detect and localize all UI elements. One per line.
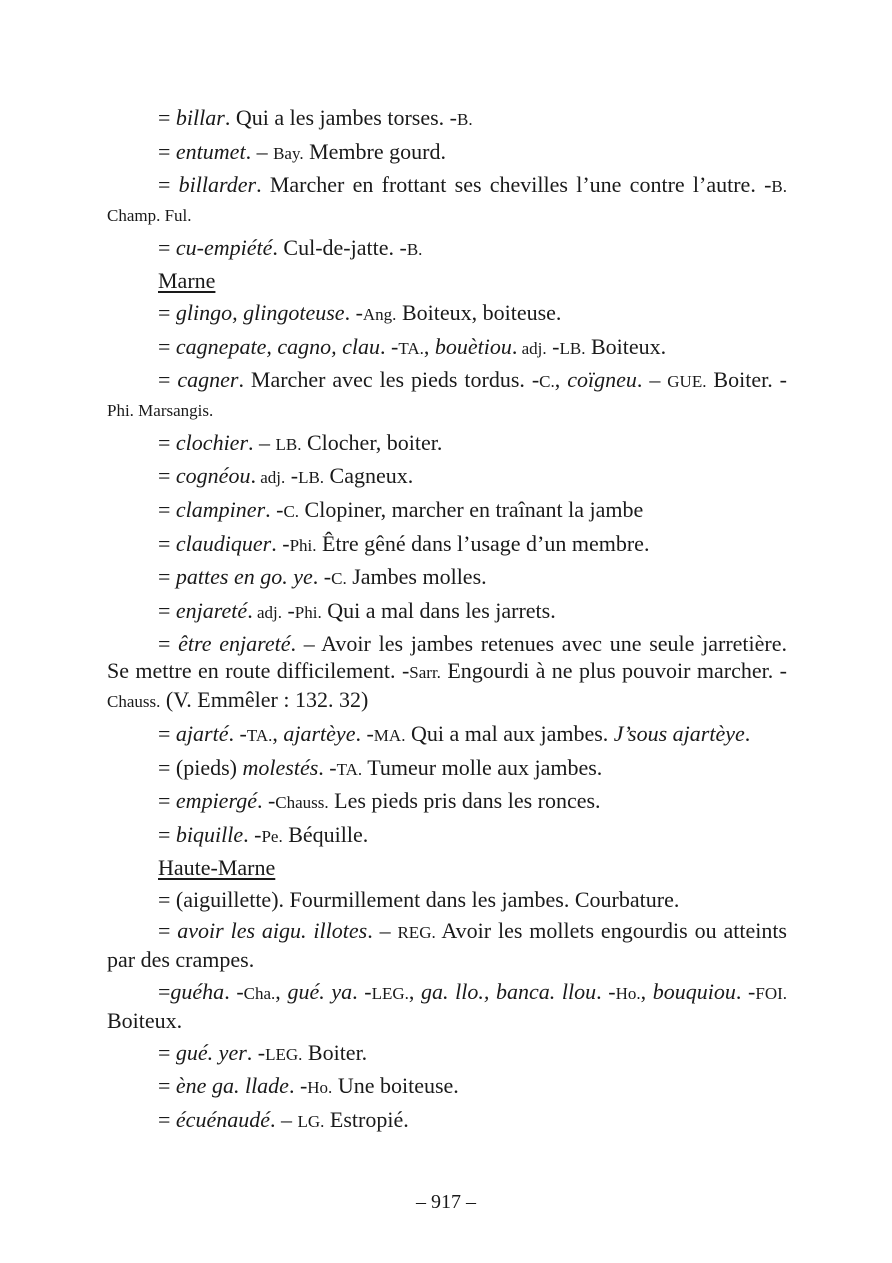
entry-text: ,: [423, 333, 435, 359]
entry-text: Boiteux.: [585, 333, 667, 359]
entry-text: Estropié.: [324, 1106, 409, 1132]
entry-text: = (pieds): [158, 754, 243, 780]
entry-text: Cagneux.: [324, 463, 414, 489]
entry-text: =: [158, 367, 178, 393]
entry-text: Qui a mal aux jambes.: [405, 720, 614, 746]
headword: clochier: [175, 429, 249, 455]
source-abbrev: Ho.: [615, 984, 641, 1004]
entry-text: . -: [265, 496, 284, 522]
dictionary-entry: [107, 978, 787, 1034]
entry-text: =: [158, 821, 176, 847]
source-abbrev: Phi. Marsangis.: [107, 401, 214, 421]
entry-text: =: [158, 463, 176, 489]
source-abbrev: adj.: [252, 602, 282, 622]
entry-text: =: [158, 1073, 176, 1099]
dictionary-entry: [107, 754, 787, 783]
dictionary-entry: [107, 530, 787, 559]
source-abbrev: REG.: [397, 923, 436, 943]
entry-text: ,: [272, 720, 284, 746]
entry-text: .: [511, 333, 518, 359]
entry-text: =: [158, 234, 176, 260]
entry-text: . -: [344, 299, 363, 325]
dictionary-entry: [107, 429, 787, 458]
entry-text: =: [158, 172, 179, 198]
source-abbrev: Chauss.: [107, 692, 161, 712]
entry-text: . -: [352, 979, 372, 1005]
entry-text: Haute-Marne: [158, 855, 276, 881]
entry-text: =: [158, 918, 178, 944]
source-abbrev: Phi.: [289, 535, 317, 555]
entry-text: =: [158, 1039, 176, 1065]
entry-text: Boiter.: [302, 1039, 368, 1065]
entry-text: =: [158, 105, 176, 130]
headword: molestés: [242, 754, 319, 780]
entry-text: =: [158, 429, 176, 455]
entry-text: Boiter. -: [706, 367, 787, 393]
entry-text: Clopiner, marcher en traînant la jambe: [299, 496, 644, 522]
entry-text: =: [158, 530, 176, 556]
dictionary-entry: [107, 1106, 787, 1135]
entry-text: . -: [596, 979, 616, 1005]
entry-text: -: [546, 333, 560, 359]
source-abbrev: LB.: [275, 434, 302, 454]
page-number: – 917 –: [416, 1191, 476, 1213]
entry-text: ,: [554, 367, 568, 393]
source-abbrev: TA.: [398, 338, 424, 358]
entry-text: . -: [735, 979, 756, 1005]
entry-text: Les pieds pris dans les ronces.: [328, 788, 601, 814]
entry-text: =: [158, 138, 176, 164]
dictionary-entry: [107, 597, 787, 626]
entry-text: Boiteux, boiteuse.: [396, 299, 562, 325]
source-abbrev: B.: [406, 239, 423, 259]
source-abbrev: LEG.: [265, 1044, 303, 1064]
entry-text: . -: [312, 564, 332, 590]
entry-text: -: [281, 597, 295, 623]
headword: avoir les aigu. illotes: [177, 918, 368, 944]
source-abbrev: Bay.: [273, 143, 304, 163]
source-abbrev: C.: [331, 569, 347, 589]
source-abbrev: FOI.: [755, 984, 788, 1004]
source-abbrev: Pe.: [261, 826, 283, 846]
source-abbrev: GUE.: [667, 372, 707, 392]
entry-text: Être gêné dans l’usage d’un membre.: [316, 530, 650, 556]
source-abbrev: C.: [539, 372, 555, 392]
dictionary-entry: [107, 496, 787, 525]
entry-text: =: [158, 597, 176, 623]
source-abbrev: TA.: [246, 725, 273, 745]
source-abbrev: Phi.: [294, 602, 322, 622]
entry-text: =: [158, 788, 176, 814]
headword: ajartèye: [283, 720, 356, 746]
source-abbrev: Chauss.: [275, 793, 329, 813]
entry-text: =: [158, 720, 176, 746]
headword: entumet: [175, 138, 246, 164]
headword: gué. ya: [287, 979, 353, 1005]
source-abbrev: B.: [457, 110, 473, 129]
source-abbrev: MA.: [373, 725, 406, 745]
entry-text: . -: [288, 1073, 308, 1099]
entry-text: . Marcher avec les pieds tordus. -: [238, 367, 540, 393]
source-abbrev: B. Champ. Ful.: [107, 177, 787, 226]
dictionary-entry: [107, 462, 787, 491]
headword: cu-empiété: [175, 234, 273, 260]
entry-text: Tumeur molle aux jambes.: [362, 754, 603, 780]
entry-text: Avoir les mollets engourdis ou atteints par des crampes.: [107, 918, 787, 973]
entry-text: . -: [355, 720, 374, 746]
headword: guéha: [170, 979, 225, 1005]
entry-text: =: [158, 631, 179, 657]
entry-text: = (aiguillette). Fourmillement dans les jambes. Courbature.: [158, 886, 680, 912]
entry-text: Engourdi à ne plus pouvoir marcher. -: [440, 658, 787, 684]
source-abbrev: Ang.: [362, 304, 397, 324]
dictionary-entry: [107, 630, 787, 715]
entry-text: . Marcher en frottant ses chevilles l’une contre l’autre. -: [256, 172, 772, 198]
entry-text: Une boiteuse.: [332, 1073, 459, 1099]
headword: biquille: [175, 821, 244, 847]
entry-text: Qui a mal dans les jarrets.: [321, 597, 556, 623]
entry-text: . -: [228, 720, 247, 746]
entry-text: =: [158, 564, 176, 590]
headword: ajarté: [175, 720, 229, 746]
source-abbrev: TA.: [336, 759, 363, 779]
entry-text: =: [158, 979, 171, 1005]
entry-text: . -: [256, 788, 276, 814]
dictionary-entry: [107, 886, 787, 913]
entry-text: (V. Emmêler : 132. 32): [160, 687, 369, 713]
dictionary-entry: [107, 333, 787, 362]
entry-text: .: [744, 720, 751, 746]
entry-text: =: [158, 1106, 176, 1132]
entry-text: Boiteux.: [107, 1008, 183, 1034]
entry-text: =: [158, 496, 176, 522]
dictionary-entry: [107, 299, 787, 328]
entry-text: . -: [318, 754, 337, 780]
source-abbrev: Ho.: [307, 1078, 333, 1098]
source-abbrev: C.: [283, 501, 300, 521]
source-abbrev: Cha.: [243, 984, 276, 1004]
entry-text: Marne: [158, 268, 216, 294]
entry-text: . -: [271, 530, 290, 556]
headword: clampiner: [175, 496, 266, 522]
headword: claudiquer: [175, 530, 272, 556]
source-abbrev: adj.: [255, 468, 286, 488]
headword: écuénaudé: [175, 1106, 270, 1132]
entry-text: . –: [636, 367, 668, 393]
entry-text: Jambes molles.: [346, 564, 487, 590]
headword: pattes en go. ye: [175, 564, 313, 590]
dictionary-entry: [107, 1072, 787, 1101]
entry-text: . –: [245, 138, 274, 164]
headword: cognéou: [175, 463, 251, 489]
headword: gué. yer: [175, 1039, 247, 1065]
dictionary-entry: [107, 720, 787, 749]
entry-text: ,: [640, 979, 653, 1005]
headword: billarder: [178, 172, 257, 198]
dictionary-entry: [107, 563, 787, 592]
entry-text: . Qui a les jambes torses. -: [224, 105, 457, 130]
headword: billar: [175, 105, 225, 130]
dictionary-entry: [107, 366, 787, 424]
entry-text: -: [285, 463, 299, 489]
headword: cagner: [177, 367, 239, 393]
source-abbrev: LEG.: [371, 984, 409, 1004]
entry-text: . –: [248, 429, 276, 455]
entry-text: =: [158, 333, 176, 359]
source-abbrev: adj.: [517, 338, 547, 358]
headword: ga. llo., banca. llou: [421, 979, 597, 1005]
headword: ène ga. llade: [175, 1073, 289, 1099]
entry-text: Clocher, boiter.: [301, 429, 443, 455]
headword: enjareté: [175, 597, 248, 623]
headword: J’sous ajartèye: [613, 720, 745, 746]
entry-text: ,: [275, 979, 288, 1005]
entry-text: .: [247, 597, 253, 623]
source-abbrev: LG.: [297, 1111, 325, 1131]
entry-text: . –: [367, 918, 398, 944]
headword: glingo, glingoteuse: [175, 299, 345, 325]
dictionary-entry: [107, 234, 787, 263]
dictionary-entry: [107, 917, 787, 973]
headword: cagnepate, cagno, clau: [175, 333, 380, 359]
headword: coïgneu: [567, 367, 637, 393]
page-body: [107, 104, 787, 1139]
headword: bouètiou: [434, 333, 512, 359]
entry-text: =: [158, 299, 176, 325]
dictionary-entry: [107, 821, 787, 850]
headword: bouquiou: [652, 979, 736, 1005]
region-heading: [107, 854, 787, 881]
dictionary-entry: [107, 138, 787, 167]
dictionary-entry: [107, 787, 787, 816]
dictionary-entry: [107, 1039, 787, 1068]
entry-text: . -: [243, 821, 262, 847]
entry-text: .: [250, 463, 256, 489]
entry-text: . -: [224, 979, 244, 1005]
entry-text: . -: [379, 333, 399, 359]
dictionary-entry: [107, 171, 787, 229]
entry-text: . Cul-de-jatte. -: [272, 234, 407, 260]
source-abbrev: LB.: [559, 338, 586, 358]
entry-text: . –: [269, 1106, 298, 1132]
source-abbrev: Sarr.: [409, 663, 441, 683]
region-heading: [107, 267, 787, 294]
dictionary-entry: [107, 104, 787, 133]
entry-text: Membre gourd.: [303, 138, 446, 164]
headword: empiergé: [175, 788, 257, 814]
source-abbrev: LB.: [298, 468, 325, 488]
entry-text: ,: [408, 979, 422, 1005]
headword: être enjareté: [178, 631, 291, 657]
entry-text: Béquille.: [282, 821, 369, 847]
entry-text: . – Avoir les jambes retenues avec une seule jarretière. Se mettre en route difficilement. -: [107, 631, 787, 684]
entry-text: . -: [246, 1039, 266, 1065]
